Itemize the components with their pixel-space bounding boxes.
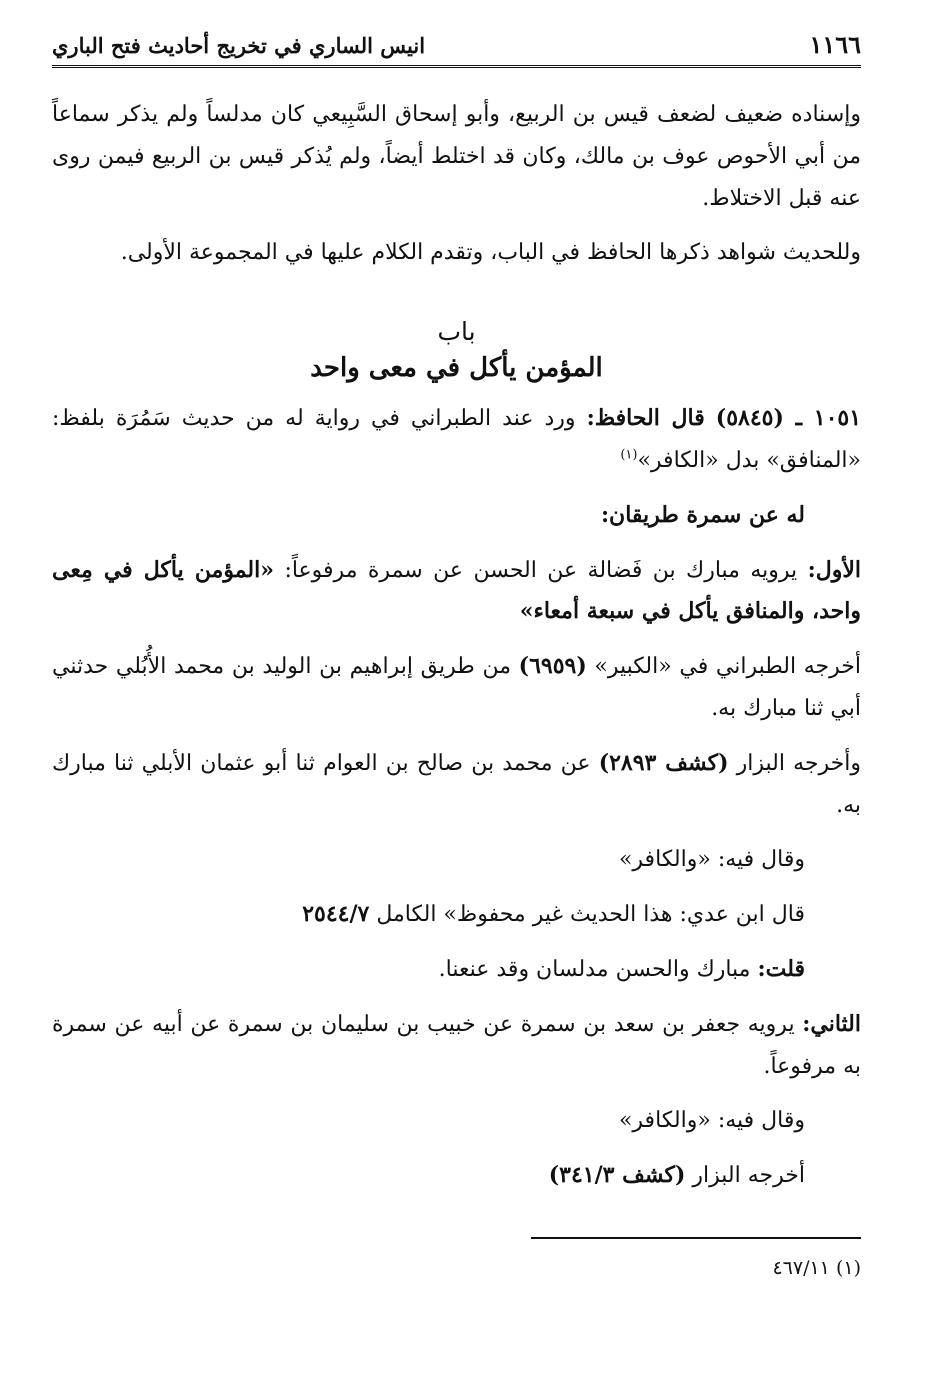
hadith-entry — [52, 398, 861, 482]
second-route-label: الثاني: — [802, 1010, 861, 1037]
takhrij-bazzar-pre: وأخرجه البزار — [736, 750, 861, 776]
author-comment-label: قلت: — [757, 955, 805, 982]
first-route — [52, 550, 861, 634]
page — [52, 30, 861, 1363]
section-bab: باب — [437, 317, 476, 347]
turuq-heading: له عن سمرة طريقان: — [600, 501, 805, 528]
second-route — [52, 1004, 861, 1088]
intro-paragraph-2: وللحديث شواهد ذكرها الحافظ في الباب، وتقدم الكلام عليها في المجموعة الأولى. — [120, 240, 861, 266]
takhrij-tabarani-pre: أخرجه الطبراني في «الكبير» — [594, 654, 861, 680]
takhrij-bazzar — [52, 743, 861, 827]
takhrij-bazzar-post: عن محمد بن صالح بن العوام ثنا أبو عثمان الأبلي ثنا مبارك به. — [52, 750, 861, 818]
takhrij-tabarani — [52, 646, 861, 730]
book-title: انيس الساري في تخريج أحاديث فتح الباري — [52, 33, 426, 58]
ibn-adi-text: قال ابن عدي: هذا الحديث غير محفوظ» الكامل — [376, 902, 805, 928]
ibn-adi-reference: ٢٥٤٤/٧ — [302, 901, 370, 928]
takhrij-tabarani-post: من طريق إبراهيم بن الوليد بن محمد الأُبُلي حدثني أبي ثنا مبارك به. — [52, 654, 861, 721]
footnote — [52, 1253, 861, 1283]
takhrij-bazzar-second-ref: (كشف ٣٤١/٣) — [548, 1162, 686, 1189]
hadith-number: ١٠٥١ ـ (٥٨٤٥) — [715, 405, 862, 432]
takhrij-bazzar-second-pre: أخرجه البزار — [692, 1163, 805, 1189]
hadith-lead: قال الحافظ: — [586, 405, 705, 432]
intro-paragraph-1: وإسناده ضعيف لضعف قيس بن الربيع، وأبو إسحاق السَّبِيعي كان مدلساً ولم يذكر سماعاً من أبي الأحوص عوف بن مالك، وكان قد اختلط أيضاً، ولم يُذكر قيس بن الربيع فيمن روى عنه قبل الاختلاط. — [52, 102, 861, 211]
variant-note-2: وقال فيه: «والكافر» — [618, 1108, 805, 1134]
footnote-text: ٤٦٧/١١ — [772, 1256, 830, 1279]
footnote-divider — [531, 1237, 861, 1239]
author-comment — [52, 949, 861, 991]
running-header — [52, 30, 861, 68]
takhrij-bazzar-number: (كشف ٢٨٩٣) — [598, 749, 729, 776]
variant-note-1: وقال فيه: «والكافر» — [618, 847, 805, 873]
takhrij-bazzar-second — [52, 1155, 861, 1197]
page-body — [52, 94, 861, 1283]
first-route-text: يرويه مبارك بن فَضالة عن الحسن عن سمرة مرفوعاً: — [284, 557, 798, 583]
ibn-adi-statement — [52, 894, 861, 936]
author-comment-text: مبارك والحسن مدلسان وقد عنعنا. — [438, 956, 751, 982]
first-route-quote: «المؤمن يأكل في مِعى واحد، والمنافق يأكل في سبعة أمعاء» — [52, 556, 861, 625]
footnote-marker: (١) — [835, 1256, 861, 1279]
footnote-reference: (١) — [620, 447, 638, 463]
takhrij-tabarani-number: (٦٩٥٩) — [518, 653, 587, 680]
second-route-text: يرويه جعفر بن سعد بن سمرة عن خبيب بن سليمان بن سمرة عن أبيه عن سمرة به مرفوعاً. — [52, 1011, 861, 1079]
section-heading — [52, 314, 861, 388]
page-number: ١١٦٦ — [809, 30, 861, 59]
first-route-label: الأول: — [807, 556, 861, 583]
hadith-text: ورد عند الطبراني في رواية له من حديث سَمُرَة بلفظ: «المنافق» بدل «الكافر» — [52, 406, 861, 473]
section-title: المؤمن يأكل في معى واحد — [310, 353, 603, 384]
